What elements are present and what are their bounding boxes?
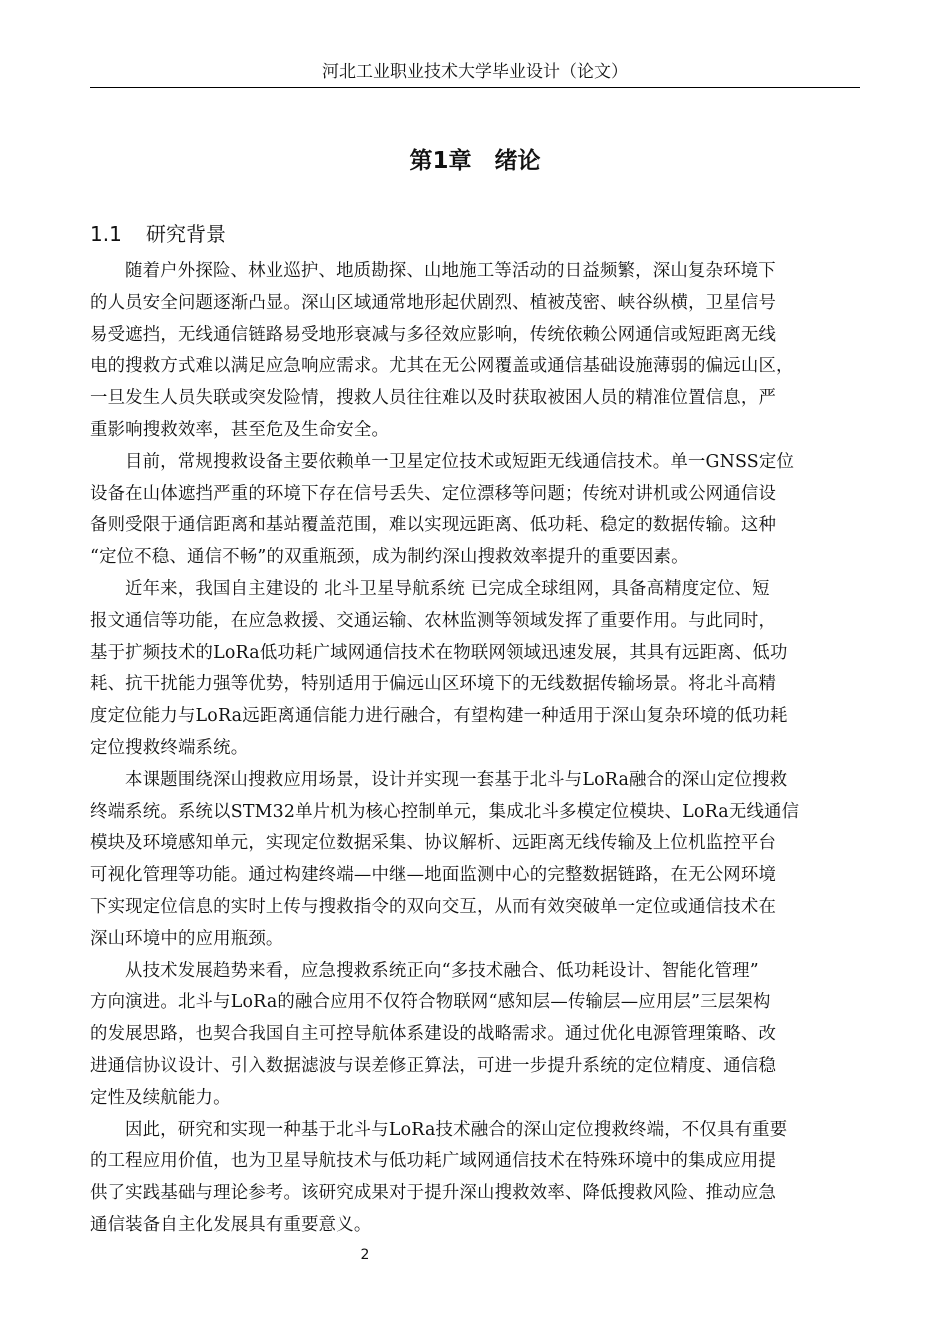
paragraph-line: 定性及续航能力。 [90, 1087, 231, 1108]
paragraph [90, 956, 860, 1115]
section-title: 研究背景 [146, 222, 226, 246]
paragraph-line: 因此，研究和实现一种基于北斗与LoRa技术融合的深山定位搜救终端，不仅具有重要 [125, 1119, 788, 1140]
paragraph [90, 574, 860, 765]
section-heading [90, 219, 226, 249]
paragraph [90, 1115, 860, 1242]
paragraph [90, 256, 860, 447]
paragraph-line: 的工程应用价值，也为卫星导航技术与低功耗广域网通信技术在特殊环境中的集成应用提 [90, 1151, 777, 1172]
paragraph-line: “定位不稳、通信不畅”的双重瓶颈，成为制约深山搜救效率提升的重要因素。 [90, 547, 689, 568]
paragraph-line: 的发展思路，也契合我国自主可控导航体系建设的战略需求。通过优化电源管理策略、改 [90, 1024, 777, 1045]
paragraph-line: 设备在山体遮挡严重的环境下存在信号丢失、定位漂移等问题；传统对讲机或公网通信设 [90, 483, 777, 504]
page-number: 2 [360, 1247, 370, 1263]
paragraph-line: 基于扩频技术的LoRa低功耗广域网通信技术在物联网领域迅速发展，其具有远距离、低功 [90, 642, 788, 663]
paragraph-line: 度定位能力与LoRa远距离通信能力进行融合，有望构建一种适用于深山复杂环境的低功耗 [90, 706, 788, 727]
paragraph [90, 447, 860, 574]
paragraph-line: 模块及环境感知单元，实现定位数据采集、协议解析、远距离无线传输及上位机监控平台 [90, 833, 777, 854]
paragraph [90, 765, 860, 956]
paragraph-line: 随着户外探险、林业巡护、地质勘探、山地施工等活动的日益频繁，深山复杂环境下 [125, 261, 776, 281]
paragraph-line: 从技术发展趋势来看，应急搜救系统正向“多技术融合、低功耗设计、智能化管理” [125, 960, 759, 981]
paragraph-line: 备则受限于通信距离和基站覆盖范围，难以实现远距离、低功耗、稳定的数据传输。这种 [90, 515, 777, 536]
paragraph-line: 报文通信等功能，在应急救援、交通运输、农林监测等领域发挥了重要作用。与此同时， [90, 610, 777, 631]
page-header-title: 河北工业职业技术大学毕业设计（论文） [322, 62, 628, 82]
chapter-title: 第1章 绪论 [409, 148, 541, 174]
paragraph-line: 近年来，我国自主建设的 北斗卫星导航系统 已完成全球组网，具备高精度定位、短 [125, 578, 770, 599]
paragraph-line: 耗、抗干扰能力强等优势，特别适用于偏远山区环境下的无线数据传输场景。将北斗高精 [90, 674, 777, 695]
paragraph-line: 电的搜救方式难以满足应急响应需求。尤其在无公网覆盖或通信基础设施薄弱的偏远山区， [90, 356, 794, 377]
paragraph-line: 通信装备自主化发展具有重要意义。 [90, 1214, 372, 1235]
paragraph-line: 下实现定位信息的实时上传与搜救指令的双向交互，从而有效突破单一定位或通信技术在 [90, 896, 777, 917]
paragraph-line: 定位搜救终端系统。 [90, 737, 249, 758]
paragraph-line: 一旦发生人员失联或突发险情，搜救人员往往难以及时获取被困人员的精准位置信息，严 [90, 388, 777, 409]
paragraph-line: 的人员安全问题逐渐凸显。深山区域通常地形起伏剧烈、植被茂密、峡谷纵横，卫星信号 [90, 292, 777, 313]
section-number: 1.1 [90, 222, 122, 246]
paragraph-line: 方向演进。北斗与LoRa的融合应用不仅符合物联网“感知层—传输层—应用层”三层架构 [90, 992, 771, 1013]
paragraph-line: 供了实践基础与理论参考。该研究成果对于提升深山搜救效率、降低搜救风险、推动应急 [90, 1183, 777, 1204]
paragraph-line: 易受遮挡，无线通信链路易受地形衰减与多径效应影响，传统依赖公网通信或短距离无线 [90, 324, 777, 345]
paragraph-line: 进通信协议设计、引入数据滤波与误差修正算法，可进一步提升系统的定位精度、通信稳 [90, 1055, 777, 1076]
paragraph-line: 终端系统。系统以STM32单片机为核心控制单元，集成北斗多模定位模块、LoRa无线通信 [90, 801, 800, 822]
header-divider [90, 87, 860, 88]
paragraph-line: 本课题围绕深山搜救应用场景，设计并实现一套基于北斗与LoRa融合的深山定位搜救 [125, 769, 788, 790]
paragraph-line: 深山环境中的应用瓶颈。 [90, 928, 284, 949]
paragraph-line: 目前，常规搜救设备主要依赖单一卫星定位技术或短距无线通信技术。单一GNSS定位 [125, 451, 795, 472]
paragraph-line: 重影响搜救效率，甚至危及生命安全。 [90, 419, 390, 440]
paragraph-line: 可视化管理等功能。通过构建终端—中继—地面监测中心的完整数据链路，在无公网环境 [90, 865, 777, 886]
body-text [90, 256, 860, 1242]
